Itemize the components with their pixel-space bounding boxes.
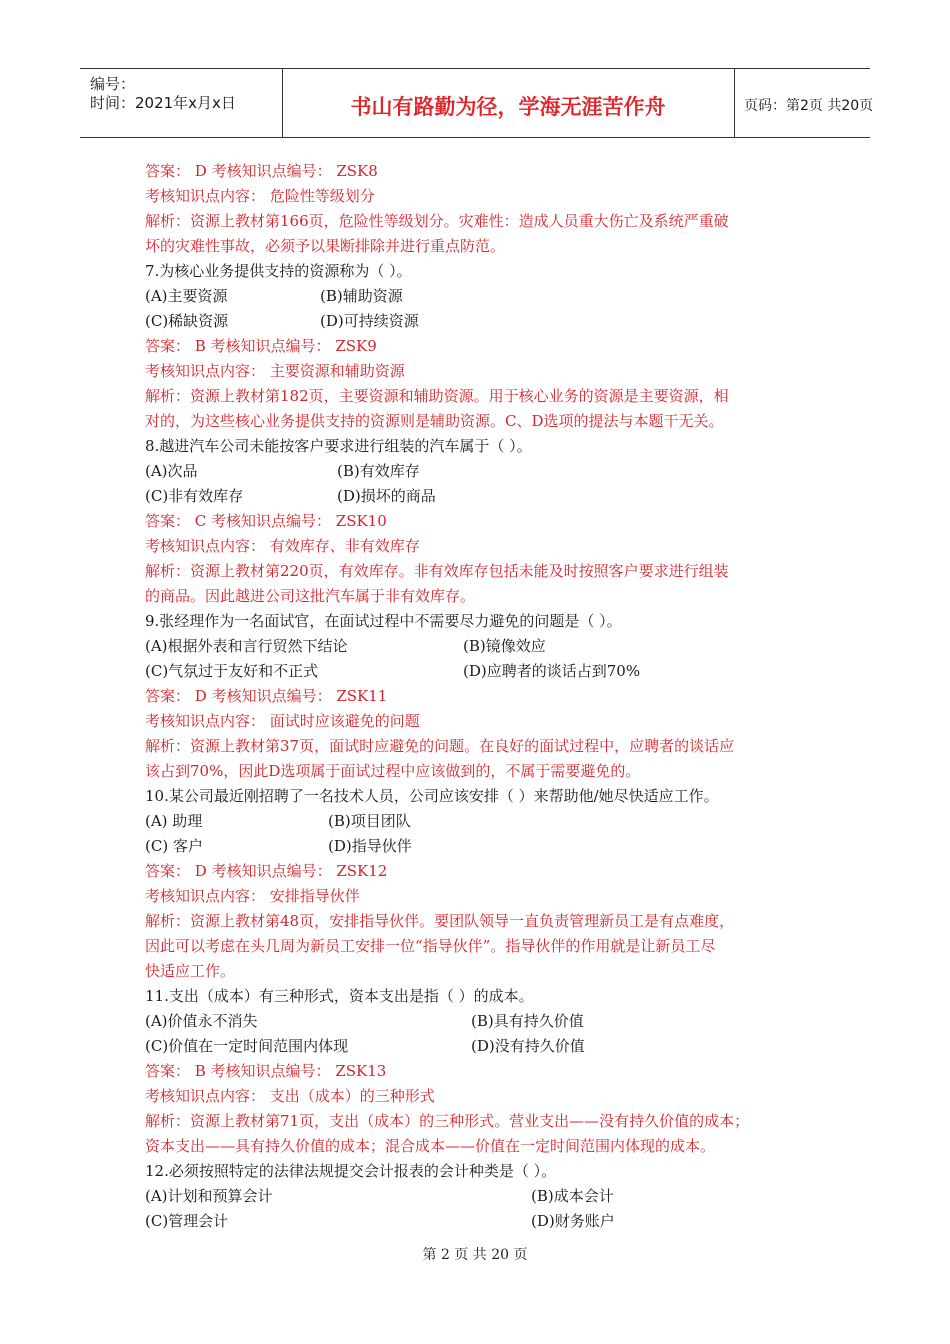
question-line: 11.支出（成本）有三种形式，资本支出是指（ ）的成本。 xyxy=(145,987,534,1005)
question-line: 12.必须按照特定的法律法规提交会计报表的会计种类是（ ）。 xyxy=(145,1162,557,1180)
options-row xyxy=(145,309,810,334)
answer-option: (C)非有效库存 xyxy=(145,487,244,505)
options-row xyxy=(145,1184,810,1209)
header-motto-cell xyxy=(282,69,735,137)
answer-explanation-line: 考核知识点内容： 有效库存、非有效库存 xyxy=(145,537,420,555)
answer-option: (C) 客户 xyxy=(145,837,203,855)
motto: 书山有路勤为径，学海无涯苦作舟 xyxy=(350,95,666,119)
question-line: 8.越进汽车公司未能按客户要求进行组装的汽车属于（ ）。 xyxy=(145,437,532,455)
answer-option: (B)具有持久价值 xyxy=(471,1012,584,1030)
answer-explanation-line: 坏的灾难性事故，必须予以果断排除并进行重点防范。 xyxy=(145,237,506,255)
options-row xyxy=(145,459,810,484)
options-row xyxy=(145,284,810,309)
page-header xyxy=(80,68,874,138)
answer-explanation-line: 考核知识点内容： 支出（成本）的三种形式 xyxy=(145,1087,435,1105)
options-row xyxy=(145,484,810,509)
page-footer: 第 2 页 共 20 页 xyxy=(422,1247,528,1263)
answer-option: (C)稀缺资源 xyxy=(145,312,229,330)
answer-option: (D)没有持久价值 xyxy=(471,1037,585,1055)
page-number-label: 页码：第2页 共20页 xyxy=(744,98,874,114)
answer-explanation-line: 解析：资源上教材第220页，有效库存。非有效库存包括未能及时按照客户要求进行组装 xyxy=(145,562,729,580)
answer-explanation-line: 解析：资源上教材第182页，主要资源和辅助资源。用于核心业务的资源是主要资源，相 xyxy=(145,387,729,405)
answer-option: (D)应聘者的谈话占到70% xyxy=(463,662,641,680)
answer-option: (A)计划和预算会计 xyxy=(145,1187,273,1205)
answer-explanation-line: 资本支出——具有持久价值的成本；混合成本——价值在一定时间范围内体现的成本。 xyxy=(145,1137,716,1155)
answer-explanation-line: 解析：资源上教材第166页，危险性等级划分。灾难性：造成人员重大伤亡及系统严重破 xyxy=(145,212,729,230)
answer-explanation-line: 答案： D 考核知识点编号： ZSK12 xyxy=(145,862,388,880)
answer-explanation-line: 的商品。因此越进公司这批汽车属于非有效库存。 xyxy=(145,587,476,605)
answer-explanation-line: 解析：资源上教材第71页，支出（成本）的三种形式。营业支出——没有持久价值的成本； xyxy=(145,1112,750,1130)
answer-explanation-line: 考核知识点内容： 面试时应该避免的问题 xyxy=(145,712,420,730)
answer-explanation-line: 该占到70%，因此D选项属于面试过程中应该做到的，不属于需要避免的。 xyxy=(145,762,641,780)
question-line: 9.张经理作为一名面试官，在面试过程中不需要尽力避免的问题是（ ）。 xyxy=(145,612,622,630)
answer-option: (B)有效库存 xyxy=(337,462,420,480)
header-meta xyxy=(80,69,283,137)
answer-option: (A) 助理 xyxy=(145,812,203,830)
options-row xyxy=(145,1209,810,1234)
question-line: 10.某公司最近刚招聘了一名技术人员，公司应该安排（ ）来帮助他/她尽快适应工作。 xyxy=(145,787,719,805)
answer-explanation-line: 快适应工作。 xyxy=(145,962,236,980)
answer-option: (D)损坏的商品 xyxy=(337,487,436,505)
options-row xyxy=(145,809,810,834)
answer-explanation-line: 解析：资源上教材第37页，面试时应避免的问题。在良好的面试过程中，应聘者的谈话应 xyxy=(145,737,735,755)
date-label: 时间：2021年x月x日 xyxy=(90,94,236,112)
options-row xyxy=(145,634,810,659)
answer-option: (A)价值永不消失 xyxy=(145,1012,258,1030)
answer-explanation-line: 因此可以考虑在头几周为新员工安排一位“指导伙伴”。指导伙伴的作用就是让新员工尽 xyxy=(145,937,716,955)
answer-option: (A)根据外表和言行贸然下结论 xyxy=(145,637,348,655)
answer-explanation-line: 考核知识点内容： 危险性等级划分 xyxy=(145,187,375,205)
answer-option: (D)可持续资源 xyxy=(320,312,419,330)
answer-explanation-line: 考核知识点内容： 安排指导伙伴 xyxy=(145,887,360,905)
header-page-cell xyxy=(734,69,874,137)
answer-explanation-line: 考核知识点内容： 主要资源和辅助资源 xyxy=(145,362,405,380)
document-number-label: 编号： xyxy=(90,75,136,93)
answer-option: (C)价值在一定时间范围内体现 xyxy=(145,1037,349,1055)
answer-explanation-line: 答案： B 考核知识点编号： ZSK13 xyxy=(145,1062,387,1080)
answer-option: (C)管理会计 xyxy=(145,1212,229,1230)
answer-option: (D)指导伙伴 xyxy=(328,837,412,855)
answer-option: (C)气氛过于友好和不正式 xyxy=(145,662,319,680)
answer-option: (B)项目团队 xyxy=(328,812,411,830)
options-row xyxy=(145,659,810,684)
options-row xyxy=(145,1034,810,1059)
answer-explanation-line: 对的，为这些核心业务提供支持的资源则是辅助资源。C、D选项的提法与本题干无关。 xyxy=(145,412,724,430)
answer-explanation-line: 答案： D 考核知识点编号： ZSK11 xyxy=(145,687,388,705)
answer-option: (B)辅助资源 xyxy=(320,287,403,305)
options-row xyxy=(145,834,810,859)
options-row xyxy=(145,1009,810,1034)
question-content xyxy=(145,159,810,1234)
answer-explanation-line: 答案： B 考核知识点编号： ZSK9 xyxy=(145,337,377,355)
answer-option: (A)次品 xyxy=(145,462,198,480)
answer-explanation-line: 解析：资源上教材第48页，安排指导伙伴。要团队领导一直负责管理新员工是有点难度， xyxy=(145,912,735,930)
answer-option: (B)成本会计 xyxy=(531,1187,614,1205)
answer-option: (D)财务账户 xyxy=(531,1212,615,1230)
answer-explanation-line: 答案： C 考核知识点编号： ZSK10 xyxy=(145,512,387,530)
answer-option: (B)镜像效应 xyxy=(463,637,546,655)
question-line: 7.为核心业务提供支持的资源称为（ ）。 xyxy=(145,262,412,280)
answer-option: (A)主要资源 xyxy=(145,287,228,305)
answer-explanation-line: 答案： D 考核知识点编号： ZSK8 xyxy=(145,162,378,180)
